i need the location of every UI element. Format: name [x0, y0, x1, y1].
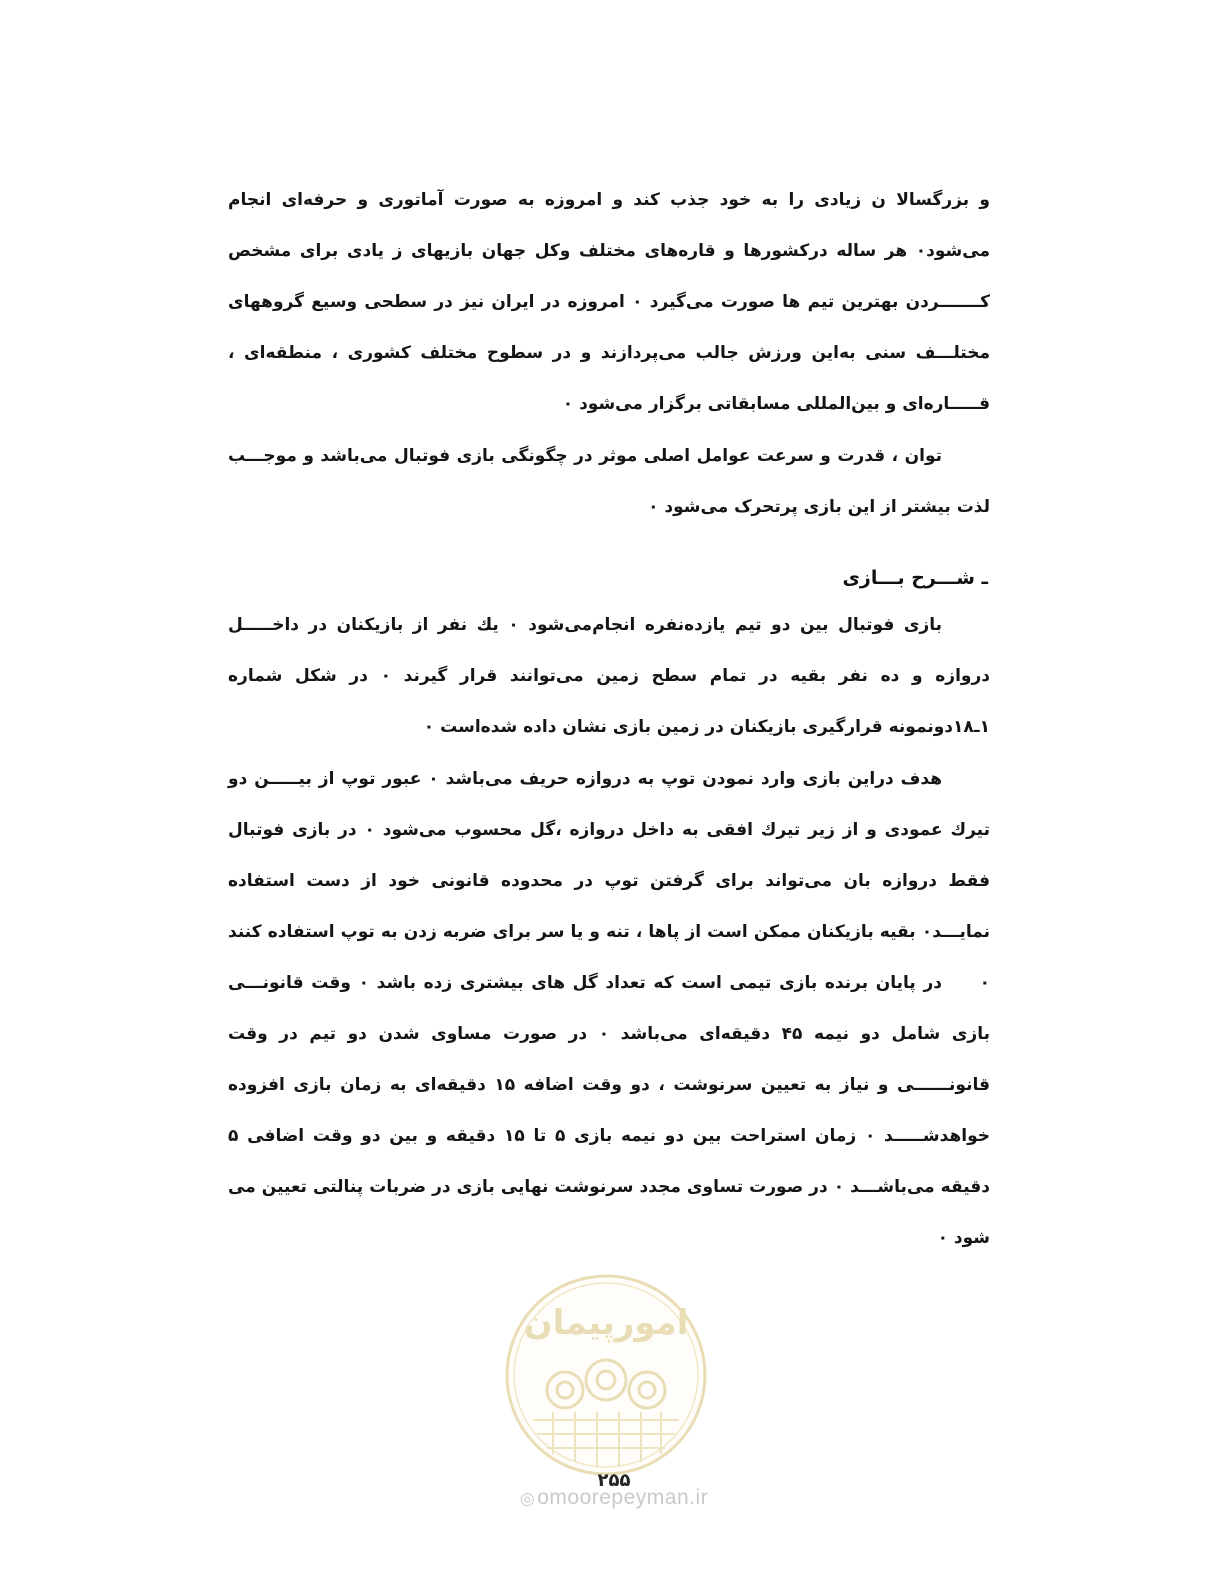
- intro-paragraph: [228, 175, 990, 430]
- end-paragraph: [228, 958, 990, 1264]
- site-url-text: omoorepeyman.ir: [537, 1486, 709, 1509]
- watermark-wordmark: امورپیمان: [523, 1303, 689, 1343]
- game-paragraph: [228, 600, 990, 753]
- site-url-watermark: [0, 1486, 1228, 1510]
- goal-text: هدف دراین بازی وارد نمودن توپ به دروازه حریف می‌باشد ۰ عبور توپ از بیـــــن دو تیرك عمودی و از زیر تیرك افقی به داخل دروازه ،گل محسوب می‌شود ۰ در بازی فوتبال فقط دروازه بان می‌تواند برای گرفتن توپ در محدوده قانونی خود از دست استفاده نمایـــد۰ بقیه بازیکنان ممکن است از پاها ، تنه و یا سر برای ضربه زدن به توپ استفاده کنند ۰: [228, 769, 990, 993]
- section-heading: ـ شـــرح بـــازی: [842, 567, 988, 589]
- end-text: در پایان برنده بازی تیمی است که تعداد گل های بیشتری زده باشد ۰ وقت قانونـــی بازی شامل دو نیمه ۴۵ دقیقه‌ای می‌باشد ۰ در صورت مساوی شدن دو تیم در وقت قانونــــــی و نیاز به تعیین سرنوشت ، دو وقت اضافه ۱۵ دقیقه‌ای به زمان بازی افزوده خواهدشـــــد ۰ زمان استراحت بین دو نیمه بازی ۵ تا ۱۵ دقیقه و بین دو وقت اضافی ۵ دقیقه می‌باشـــد ۰ در صورت تساوی مجدد سرنوشت نهایی بازی در ضربات پنالتی تعیین می شود ۰: [228, 973, 991, 1248]
- intro-text: و بزرگسالا ن زیادی را به خود جذب کند و امروزه به صورت آماتوری و حرفه‌ای انجام می‌شود۰ هر ساله درکشورها و قاره‌های مختلف وکل جهان بازیهای ز یادی برای مشخص کـــــــردن بهترین تیم ها صورت می‌گیرد ۰ امروزه در ایران نیز در سطحی وسیع گروههای مختلـــف سنی به‌این ورزش جالب می‌پردازند و در سطوح مختلف کشوری ، منطقه‌ای ، قـــــاره‌ای و بین‌المللی مسابقاتی برگزار می‌شود ۰: [228, 190, 990, 414]
- watermark-logo: [503, 1272, 709, 1478]
- power-text: توان ، قدرت و سرعت عوامل اصلی موثر در چگونگی بازی فوتبال می‌باشد و موجـــب لذت بیشتر از این بازی پرتحرک می‌شود ۰: [228, 446, 990, 517]
- power-paragraph: [228, 431, 990, 533]
- at-icon: ◎: [519, 1489, 536, 1508]
- game-text: بازی فوتبال بین دو تیم یازده‌نفره انجام‌می‌شود ۰ یك نفر از بازیکنان در داخـــــل دروازه و ده نفر بقیه در تمام سطح زمین می‌توانند قرار گیرند ۰ در شکل شماره ۱ـ۱۸دونمونه قرارگیری بازیکنان در زمین بازی نشان داده شده‌است ۰: [228, 615, 990, 737]
- page-number: ۲۵۵: [597, 1470, 631, 1491]
